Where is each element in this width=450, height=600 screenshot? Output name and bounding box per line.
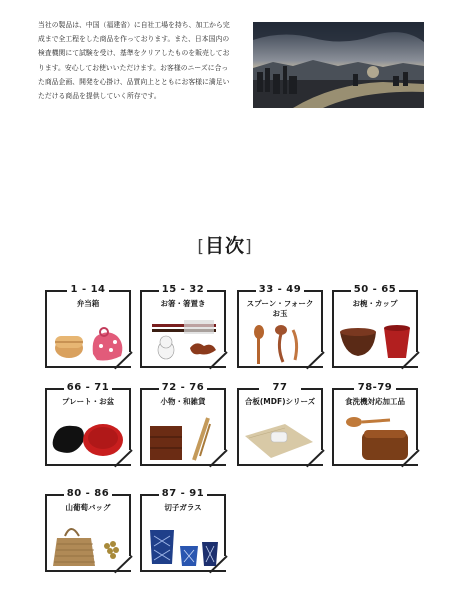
card-pages: 33 - 49 <box>237 284 323 295</box>
intro-line: ただける商品を提供していく所存です。 <box>38 92 161 101</box>
card-pages: 72 - 76 <box>140 382 226 393</box>
category-card[interactable] <box>45 488 131 572</box>
card-name: お椀・カップ <box>352 299 398 308</box>
intro-line: ります。安心してお使いいただけます。お客様のニーズに合っ <box>38 63 229 72</box>
card-pages: 66 - 71 <box>45 382 131 393</box>
chopsticks-icon <box>144 318 222 364</box>
category-card[interactable] <box>332 382 418 466</box>
card-name: 山葡萄バッグ <box>65 503 111 512</box>
category-card[interactable] <box>140 382 226 466</box>
spoon-fork-icon <box>241 324 319 364</box>
plate-tray-icon <box>49 416 127 462</box>
card-name: 切子ガラス <box>164 503 202 512</box>
category-card[interactable] <box>237 382 323 466</box>
intro-line: た商品企画、開発を心掛け、品質向上とともにお客様に満足い <box>38 77 230 86</box>
intro-text <box>38 18 243 103</box>
card-name: お箸・箸置き <box>160 299 206 308</box>
intro-line: 当社の製品は、中国（福建省）に自社工場を持ち、加工から完 <box>38 21 230 29</box>
card-pages: 78-79 <box>332 382 418 393</box>
card-pages: 15 - 32 <box>140 284 226 295</box>
card-name: 合板(MDF)シリーズ <box>244 397 316 406</box>
intro-line: 成まで全工程をした商品を作っております。また、日本国内の <box>38 35 230 44</box>
vine-bag-icon <box>49 522 127 568</box>
card-pages: 1 - 14 <box>45 284 131 295</box>
card-name: プレート・お盆 <box>61 397 115 406</box>
card-name: 食洗機対応加工品 <box>345 397 405 406</box>
card-pages: 87 - 91 <box>140 488 226 499</box>
bento-box-icon <box>49 318 127 364</box>
small-goods-icon <box>144 416 222 462</box>
category-card[interactable] <box>45 382 131 466</box>
category-card[interactable] <box>332 284 418 368</box>
category-card[interactable] <box>140 284 226 368</box>
kiriko-glass-icon <box>144 522 222 568</box>
toc-title: 目次 <box>204 235 245 257</box>
toc-heading <box>0 231 450 258</box>
toc-bracket-open: [ <box>197 237 205 257</box>
card-name: 弁当箱 <box>76 299 100 308</box>
bowl-cup-icon <box>336 318 414 364</box>
card-pages: 80 - 86 <box>45 488 131 499</box>
city-skyline-photo <box>253 22 424 108</box>
card-pages: 77 <box>237 382 323 393</box>
card-pages: 50 - 65 <box>332 284 418 295</box>
category-card[interactable] <box>140 488 226 572</box>
card-name: スプーン・フォーク お玉 <box>246 299 314 318</box>
category-card[interactable] <box>45 284 131 368</box>
intro-line: 検査機関にて試験を受け、基準をクリアしたものを販売してお <box>38 49 230 58</box>
toc-bracket-close: ] <box>245 237 253 257</box>
category-card[interactable] <box>237 284 323 368</box>
mdf-board-icon <box>241 416 319 462</box>
dishwasher-ware-icon <box>336 416 414 462</box>
card-name: 小物・和雑貨 <box>160 397 206 406</box>
